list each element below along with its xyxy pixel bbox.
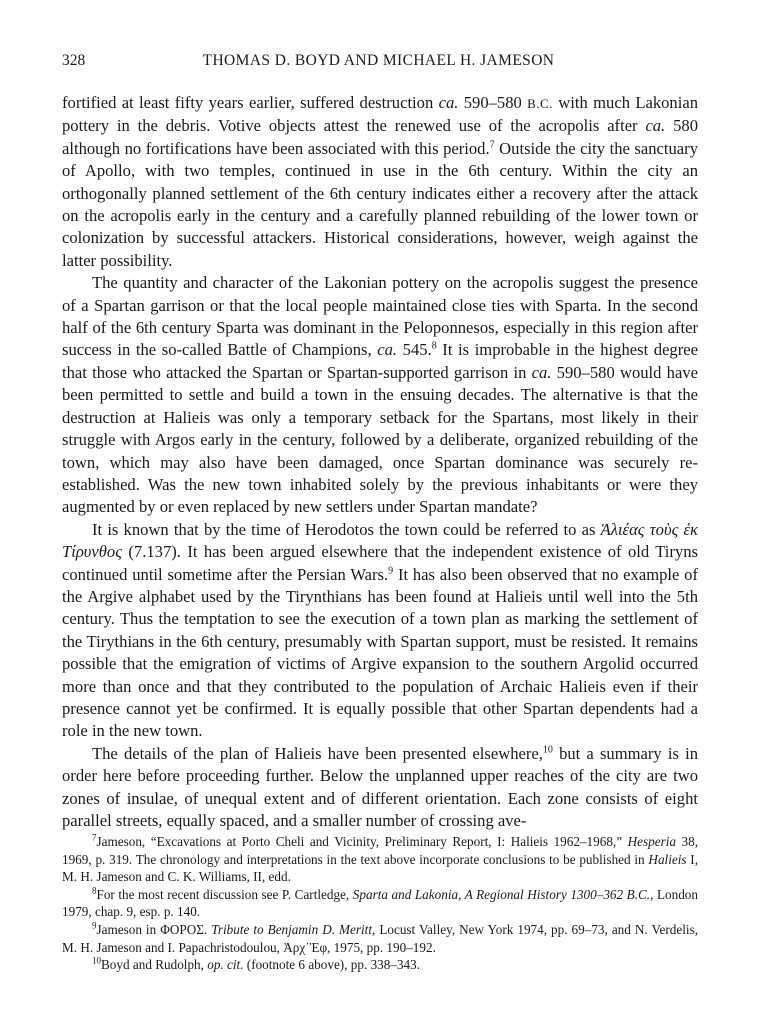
- page-number: 328: [62, 52, 86, 69]
- era-abbreviation: B.C.: [527, 96, 553, 111]
- italic-term: ca.: [531, 362, 552, 382]
- running-head-title: THOMAS D. BOYD AND MICHAEL H. JAMESON: [202, 52, 555, 69]
- running-head: [0, 52, 757, 74]
- footnote-ref-8: 8: [431, 340, 437, 352]
- paragraph-2: The quantity and character of the Lakonian pottery on the acropolis suggest the presence of a Spartan garrison or that the local people maintained close ties with Sparta. In the second half of the 6th century Sparta was dominant in the Peloponnesos, especially in this region after success in the so-called Battle of Champions, ca. 545.$^8$ It is improbable in the highest degree that those who attacked the Spartan or Spartan-supported garrison in ca. 590–580 would have been permitted to settle and build a town in the ensuing decades. The alternative is that the destruction at Halieis was only a temporary setback for the Spartans, most likely in their struggle with Argos early in the century, followed by a deliberate, organized rebuilding of the town, which may also have been damaged, once Spartan dominance was securely re-established. Was the new town inhabited solely by the previous inhabitants or were they augmented by or even replaced by new settlers under Spartan mandate?: [62, 273, 698, 517]
- footnote-7: $^7$Jameson, “Excavations at Porto Cheli and Vicinity, Preliminary Report, I: Halieis 1962–1968,” Hesperia 38, 1969, p. 319. The chronology and interpretations in the text above incorporate conclusions to be published in Halieis I, M. H. Jameson and C. K. Williams, II, edd.: [62, 832, 699, 885]
- paragraph-1: fortified at least fifty years earlier, suffered destruction ca. 590–580 B.C. with much Lakonian pottery in the debris. Votive objects attest the renewed use of the acropolis after ca. 580 although no fortifications have been associated with this period.$^7$ Outside the city the sanctuary of Apollo, with two temples, continued in use in the 6th century. Within the city an orthogonally planned settlement of the 6th century indicates either a recovery after the attack on the acropolis early in the century and a carefully planned rebuilding of the lower town or colonization by successful attackers. Historical considerations, however, weigh against the latter possibility.: [62, 93, 698, 270]
- paragraph-3: It is known that by the time of Herodotos the town could be referred to as Ἁλιέας τοὺς ἐκ Τίρυνθος (7.137). It has been argued elsewhere that the independent existence of old Tiryns continued until sometime after the Persian Wars.$^9$ It has also been observed that no example of the Argive alphabet used by the Tirynthians has been found at Halieis until well into the 5th century. Thus the temptation to see the execution of a town plan as marking the settlement of the Tirythians in the 6th century, presumably with Spartan support, must be resisted. It remains possible that the emigration of victims of Argive expansion to the southern Argolid occurred more than once and that they contributed to the population of Archaic Halieis even if their presence cannot yet be confirmed. It is equally possible that other Spartan dependents had a role in the new town.: [62, 519, 698, 741]
- footnote-ref-10: 10: [542, 744, 553, 756]
- italic-term: ca.: [377, 340, 398, 360]
- footnote-ref-7: 7: [489, 139, 495, 151]
- italic-term: ca.: [438, 93, 459, 112]
- footnote-ref-9: 9: [388, 565, 394, 576]
- footnote-10: $^{10}$Boyd and Rudolph, op. cit. (footnote 6 above), pp. 338–343.: [92, 955, 421, 973]
- body-text: [62, 92, 698, 832]
- greek-quotation: Ἁλιέας τοὺς ἐκ Τίρυνθος: [62, 519, 698, 562]
- italic-term: ca.: [645, 116, 666, 136]
- footnotes: [62, 833, 698, 974]
- footnote-8: $^8$For the most recent discussion see P. Cartledge, Sparta and Lakonia, A Regional History 1300–362 B.C., London 1979, chap. 9, esp. p. 140.: [62, 885, 698, 920]
- footnote-9: $^9$Jameson in ΦΟΡΟΣ. Tribute to Benjamin D. Meritt, Locust Valley, New York 1974, pp. 69–73, and N. Verdelis, M. H. Jameson and I. Papachristodoulou, Ἀρχ᾽Ἐφ, 1975, pp. 190–192.: [62, 920, 698, 955]
- paragraph-4: The details of the plan of Halieis have been presented elsewhere,$^{10}$ but a summary is in order here before proceeding further. Below the unplanned upper reaches of the city are two zones of insulae, of unequal extent and of different orientation. Each zone consists of eight parallel streets, equally spaced, and a smaller number of crossing ave-: [62, 743, 698, 830]
